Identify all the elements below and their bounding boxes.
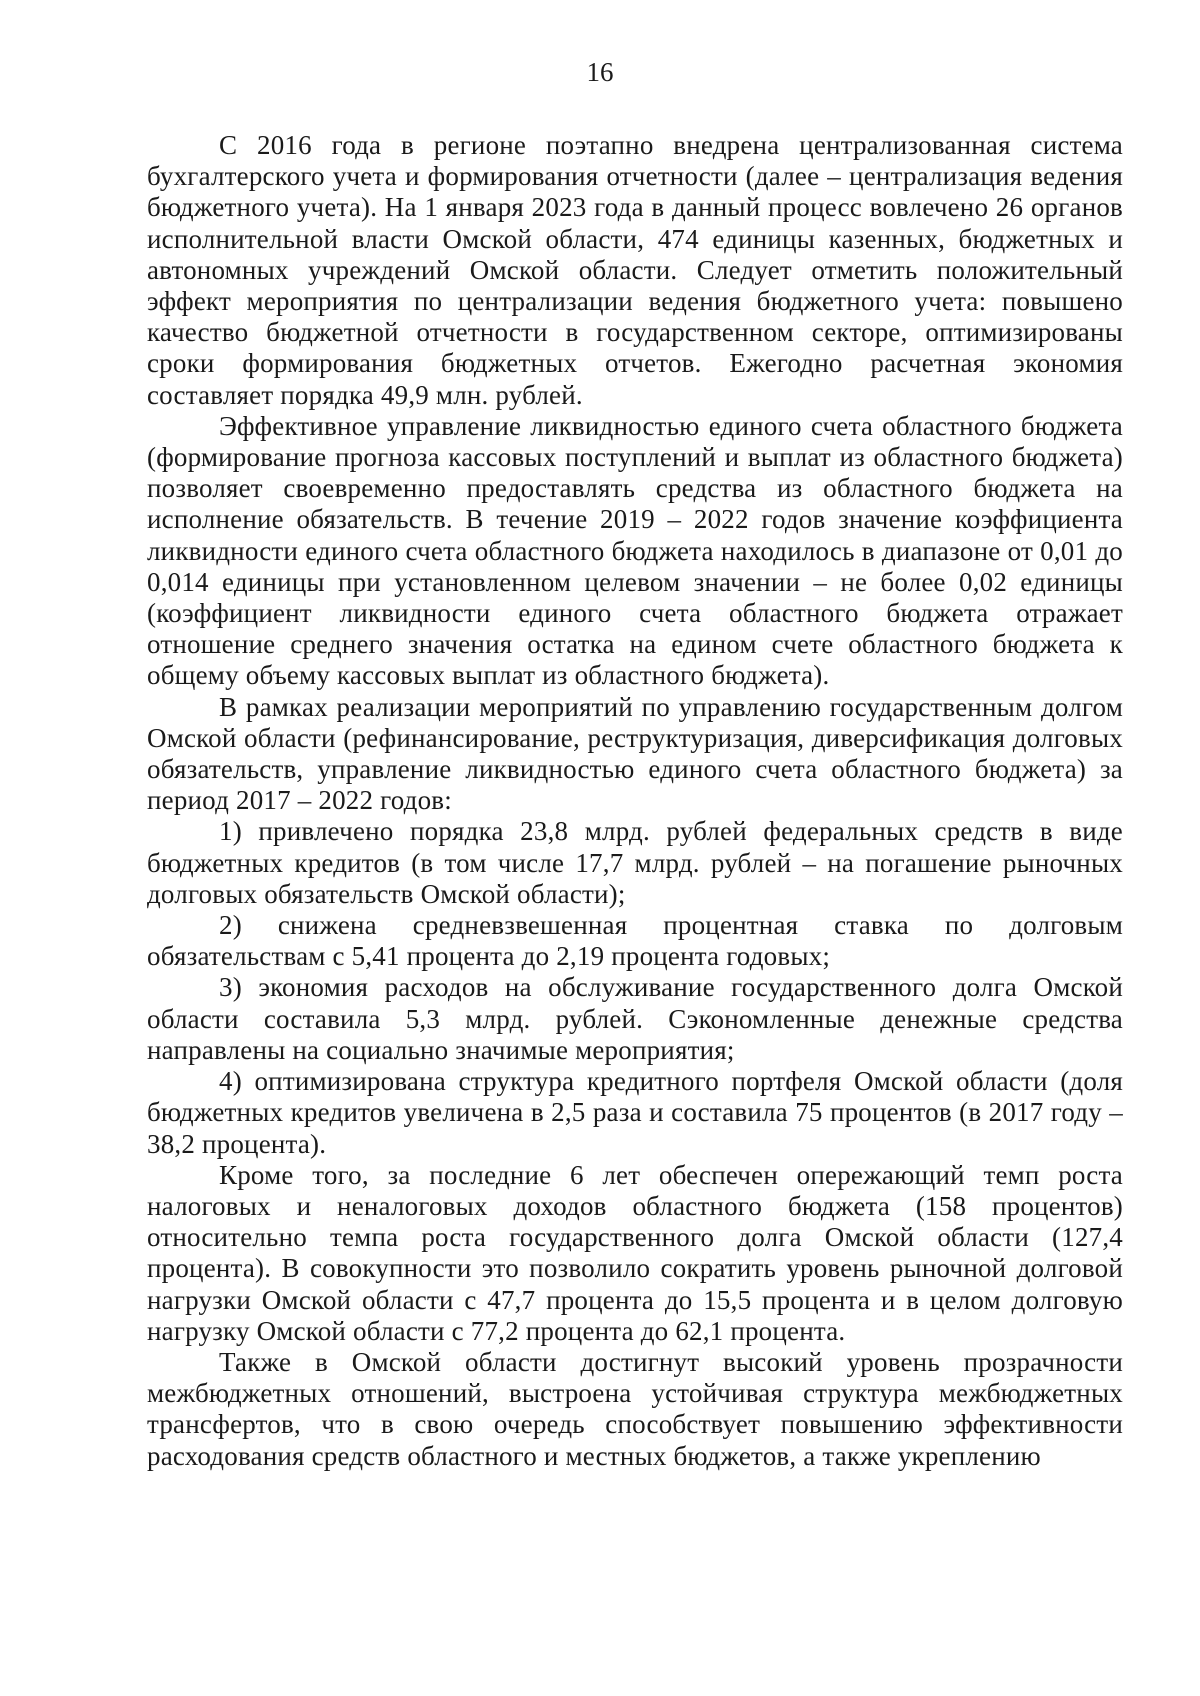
list-item-federal-credits: 1) привлечено порядка 23,8 млрд. рублей федеральных средств в виде бюджетных кредитов (в том числе 17,7 млрд. рублей – на погашение рыночных долговых обязательств Омской области); [147, 816, 1123, 909]
paragraph-interbudget-transparency: Также в Омской области достигнут высокий уровень прозрачности межбюджетных отношений, выстроена устойчивая структура межбюджетных трансфертов, что в свою очередь способствует повышению эффективности расходования средств областного и местных бюджетов, а также укреплению [147, 1346, 1123, 1471]
document-body [147, 130, 1123, 1472]
paragraph-centralized-accounting: С 2016 года в регионе поэтапно внедрена централизованная система бухгалтерского учета и формирования отчетности (далее – централизация ведения бюджетного учета). На 1 января 2023 года в данный процесс вовлечено 26 органов исполнительной власти Омской области, 474 единицы казенных, бюджетных и автономных учреждений Омской области. Следует отметить положительный эффект мероприятия по централизации ведения бюджетного учета: повышено качество бюджетной отчетности в государственном секторе, оптимизированы сроки формирования бюджетных отчетов. Ежегодно расчетная экономия составляет порядка 49,9 млн. рублей. [147, 130, 1123, 410]
paragraph-revenue-growth: Кроме того, за последние 6 лет обеспечен опережающий темп роста налоговых и неналоговых доходов областного бюджета (158 процентов) относительно темпа роста государственного долга Омской области (127,4 процента). В совокупности это позволило сократить уровень рыночной долговой нагрузки Омской области с 47,7 процента до 15,5 процента и в целом долговую нагрузку Омской области с 77,2 процента до 62,1 процента. [147, 1159, 1123, 1346]
paragraph-debt-management-intro: В рамках реализации мероприятий по управлению государственным долгом Омской области (рефинансирование, реструктуризация, диверсификация долговых обязательств, управление ликвидностью единого счета областного бюджета) за период 2017 – 2022 годов: [147, 691, 1123, 816]
list-item-cost-savings: 3) экономия расходов на обслуживание государственного долга Омской области составила 5,3 млрд. рублей. Сэкономленные денежные средства направлены на социально значимые мероприятия; [147, 972, 1123, 1065]
page-number: 16 [586, 57, 614, 87]
list-item-interest-rate: 2) снижена средневзвешенная процентная ставка по долговым обязательствам с 5,41 процента до 2,19 процента годовых; [147, 910, 1123, 972]
paragraph-liquidity-management: Эффективное управление ликвидностью единого счета областного бюджета (формирование прогноза кассовых поступлений и выплат из областного бюджета) позволяет своевременно предоставлять средства из областного бюджета на исполнение обязательств. В течение 2019 – 2022 годов значение коэффициента ликвидности единого счета областного бюджета находилось в диапазоне от 0,01 до 0,014 единицы при установленном целевом значении – не более 0,02 единицы (коэффициент ликвидности единого счета областного бюджета отражает отношение среднего значения остатка на едином счете областного бюджета к общему объему кассовых выплат из областного бюджета). [147, 410, 1123, 691]
list-item-credit-portfolio: 4) оптимизирована структура кредитного портфеля Омской области (доля бюджетных кредитов увеличена в 2,5 раза и составила 75 процентов (в 2017 году – 38,2 процента). [147, 1066, 1123, 1159]
